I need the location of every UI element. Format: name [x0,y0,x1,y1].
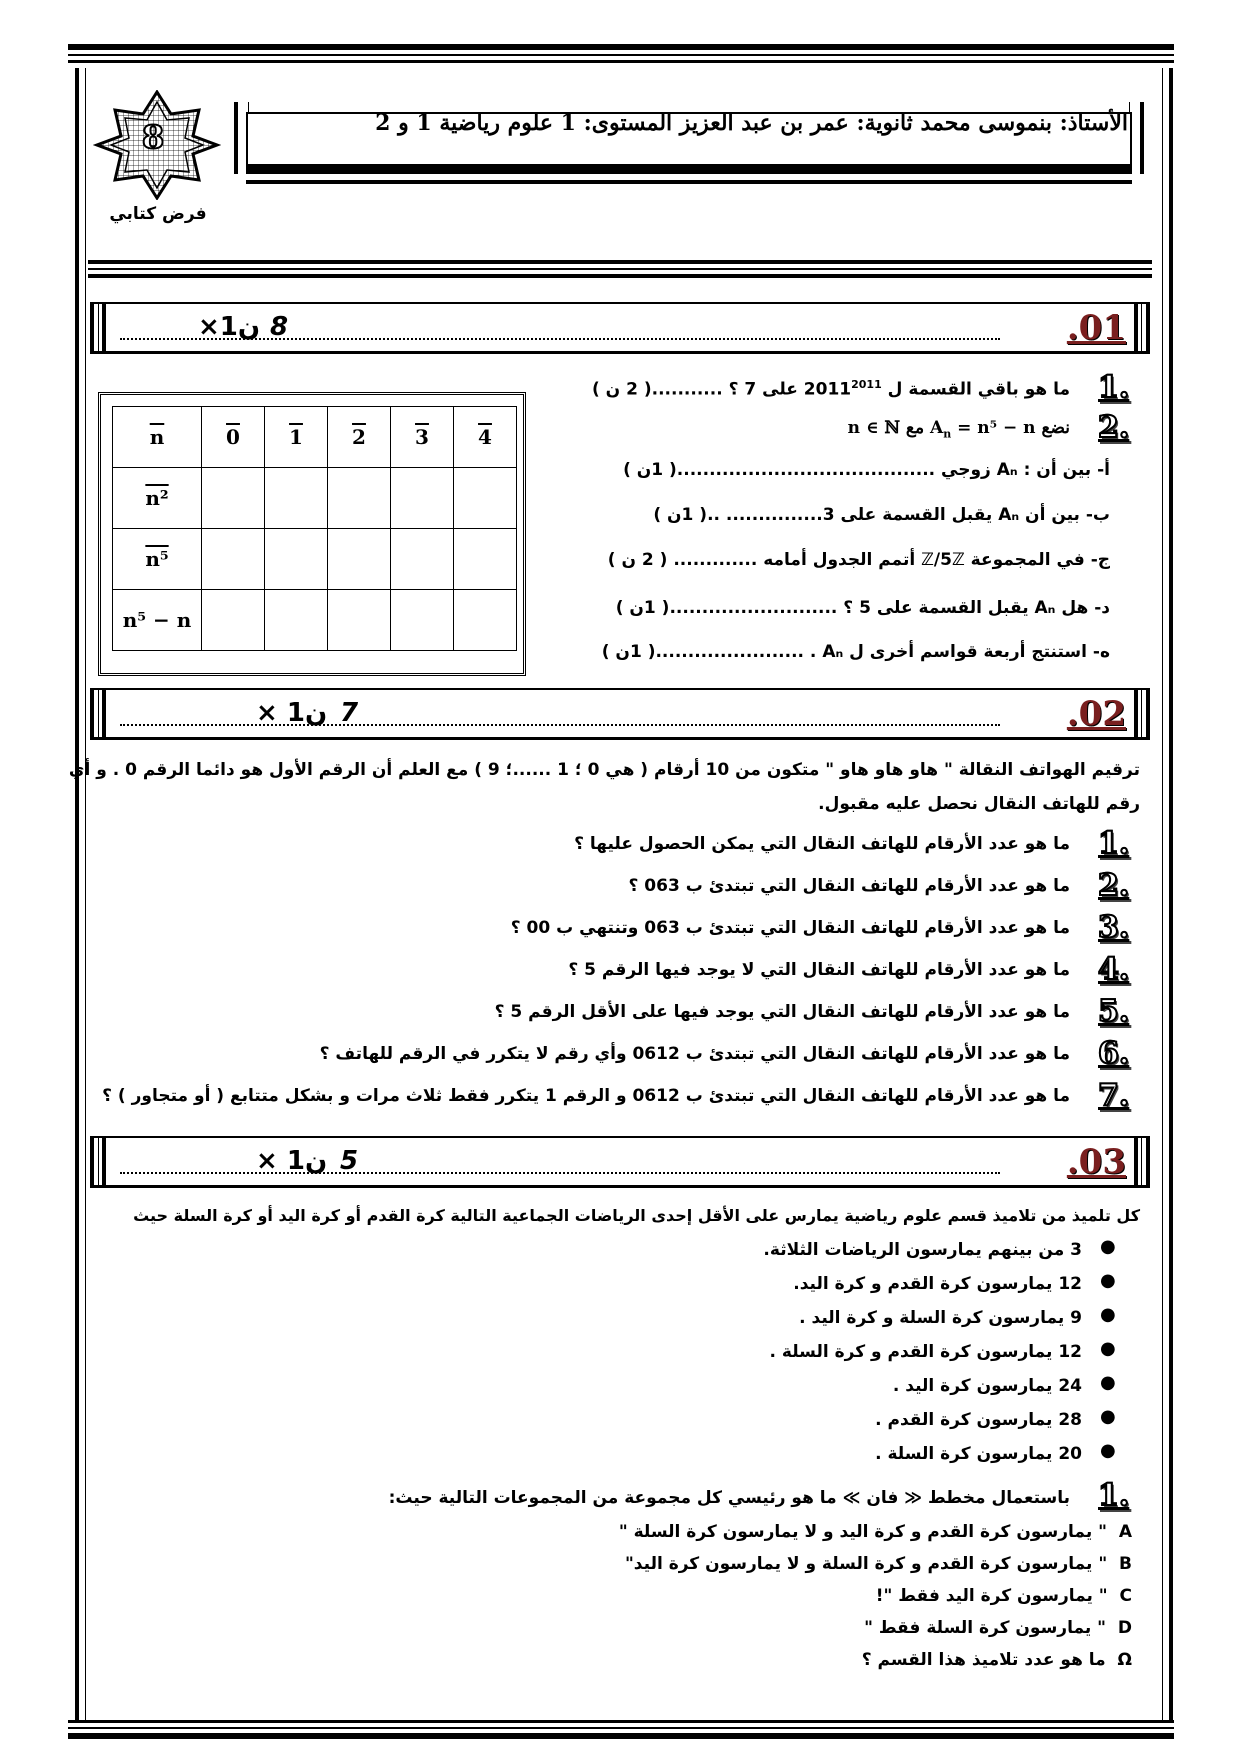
section-number: .01 [1066,308,1126,348]
list-item: 12 يمارسون كرة القدم و كرة السلة . [769,1342,1082,1362]
question-number: 2. [1098,868,1130,903]
table-cell-empty[interactable] [391,529,454,590]
table-row [113,529,517,590]
ex1-q1: ما هو باقي القسمة ل $2011^{2011}$ على 7 ؟ ...........( 2 ن ) [591,378,1070,400]
ex2-question: ما هو عدد الأرقام للهاتف النقال التي تبتدئ ب 0612 و الرقم 1 يتكرر فقط ثلاث مرات و بشكل متتابع ( أو متجاور ) ؟ [102,1086,1070,1106]
table-header-row [113,407,517,468]
list-item: 20 يمارسون كرة السلة . [875,1444,1082,1464]
bullet-dot-icon: ● [1100,1372,1116,1393]
bullet-dot-icon: ● [1100,1406,1116,1427]
ex2-intro-1: ترقيم الهواتف النقالة " هاو هاو هاو " متكون من 10 أرقام ( هي 0 ؛ 1 ......؛ 9 ) مع العلم أن الرقم الأول هو دائما الرقم 0 . و أي [68,760,1140,780]
list-item: 3 من بينهم يمارسون الرياضات الثلاثة. [763,1240,1082,1260]
ex1-part-b: ب- بين أن Aₙ يقبل القسمة على 3............... ..( 1ن ) [653,505,1110,525]
points-unit: × 1ن [256,1146,328,1176]
table-cell-empty[interactable] [391,590,454,651]
bullet-dot-icon: ● [1100,1304,1116,1325]
header-info-box [234,102,1144,194]
list-item: 24 يمارسون كرة اليد . [892,1376,1082,1396]
teacher-line: الأستاذ: بنموسى محمد ثانوية: عمر بن عبد العزيز المستوى: 1 علوم رياضية 1 و 2 [375,110,1128,136]
points-multiplier: 7 [340,698,359,728]
bottom-rule-2 [68,1727,1174,1729]
table-cell: 0 [202,407,265,468]
question-number: 5. [1098,994,1130,1029]
question-number: 1. [1098,370,1130,405]
question-number: 4. [1098,952,1130,987]
header-separator [88,260,1152,264]
table-cell: 4 [454,407,517,468]
bullet-dot-icon: ● [1100,1440,1116,1461]
ex2-question: ما هو عدد الأرقام للهاتف النقال التي تبتدئ ب 063 ؟ [628,876,1070,896]
table-cell: n² [113,468,202,529]
header-separator-2 [88,268,1152,270]
ex1-part-d: د- هل Aₙ يقبل القسمة على 5 ؟ ..........................( 1ن ) [615,598,1110,618]
header-separator-3 [88,274,1152,278]
table-cell-empty[interactable] [265,590,328,651]
points-multiplier: 8 [270,312,289,342]
section-number: .02 [1066,694,1126,734]
table-cell-empty[interactable] [454,590,517,651]
table-cell: 3 [391,407,454,468]
set-item: Ω ما هو عدد تلاميذ هذا القسم ؟ [861,1650,1132,1670]
badge-number: 8 [142,118,165,156]
points-unit: × 1ن [256,698,328,728]
table-cell: 1 [265,407,328,468]
section-header-03 [90,1136,1150,1188]
section-header-02 [90,688,1150,740]
table-cell: $\overline{n}$ [113,407,202,468]
set-item: B " يمارسون كرة القدم و كرة السلة و لا يمارسون كرة اليد" [624,1554,1132,1574]
question-number: 1. [1098,1478,1130,1513]
ex2-intro-2: رقم للهاتف النقال نحصل عليه مقبول. [818,794,1140,814]
table-row [113,590,517,651]
ex1-part-a: أ- بين أن : Aₙ زوجي ........................................( 1ن ) [623,460,1110,480]
top-rule-2 [68,54,1174,56]
set-item: D " يمارسون كرة السلة فقط " [864,1618,1132,1638]
table-cell-empty[interactable] [202,590,265,651]
table-cell-empty[interactable] [328,529,391,590]
table-cell-empty[interactable] [454,468,517,529]
section-number: .03 [1066,1142,1126,1182]
table-cell-empty[interactable] [265,468,328,529]
question-number: 3. [1098,910,1130,945]
question-number: 6. [1098,1036,1130,1071]
bullet-dot-icon: ● [1100,1236,1116,1257]
list-item: 28 يمارسون كرة القدم . [875,1410,1082,1430]
points-multiplier: 5 [340,1146,359,1176]
bottom-rule-3 [68,1733,1174,1739]
table-cell-empty[interactable] [328,468,391,529]
set-item: C " يمارسون كرة اليد فقط "! [875,1586,1132,1606]
ex1-part-e: ه- استنتج أربعة قواسم أخرى ل Aₙ . .......................( 1ن ) [601,642,1110,662]
question-number: 7. [1098,1078,1130,1113]
top-rule-1 [68,44,1174,50]
table-row [113,468,517,529]
bullet-dot-icon: ● [1100,1338,1116,1359]
question-number: 1. [1098,826,1130,861]
table-cell-empty[interactable] [454,529,517,590]
list-item: 12 يمارسون كرة القدم و كرة اليد. [793,1274,1082,1294]
table-cell-empty[interactable] [202,529,265,590]
table-cell-empty[interactable] [202,468,265,529]
ex2-question: ما هو عدد الأرقام للهاتف النقال التي تبتدئ ب 063 وتنتهي ب 00 ؟ [510,918,1070,938]
ex1-q2: نضع $A_n = n^5 - n$ مع n ∈ ℕ [847,418,1070,441]
table-cell: n⁵ [113,529,202,590]
bottom-rule-1 [68,1720,1174,1723]
question-number: 2. [1098,410,1130,445]
table-cell-empty[interactable] [391,468,454,529]
ex3-q1: باستعمال مخطط ≪ فان ≫ ما هو رئيسي كل مجموعة من المجموعات التالية حيث: [388,1488,1070,1508]
list-item: 9 يمارسون كرة السلة و كرة اليد . [799,1308,1082,1328]
ex3-intro: كل تلميذ من تلاميذ قسم علوم رياضية يمارس على الأقل إحدى الرياضات الجماعية التالية كرة القدم أو كرة اليد أو كرة السلة حيث [133,1206,1140,1225]
table-cell-empty[interactable] [265,529,328,590]
set-item: A " يمارسون كرة القدم و كرة اليد و لا يمارسون كرة السلة " [618,1522,1132,1542]
ex1-part-c: ج- في المجموعة ℤ/5ℤ أتمم الجدول أمامه ............. ( 2 ن ) [607,550,1110,570]
top-rule-3 [68,60,1174,63]
ex2-question: ما هو عدد الأرقام للهاتف النقال التي تبتدئ ب 0612 وأي رقم لا يتكرر في الرقم للهاتف ؟ [319,1044,1070,1064]
ex2-question: ما هو عدد الأرقام للهاتف النقال التي لا يوجد فيها الرقم 5 ؟ [568,960,1070,980]
ex2-question: ما هو عدد الأرقام للهاتف النقال التي يوجد فيها على الأقل الرقم 5 ؟ [494,1002,1070,1022]
badge-caption: فرض كتابي [109,204,207,224]
bullet-dot-icon: ● [1100,1270,1116,1291]
ex2-question: ما هو عدد الأرقام للهاتف النقال التي يمكن الحصول عليها ؟ [574,834,1070,854]
residue-table [112,406,517,651]
section-header-01 [90,302,1150,354]
table-cell: n⁵ − n [113,590,202,651]
points-unit: ×1ن [198,312,261,342]
table-cell: 2 [328,407,391,468]
table-cell-empty[interactable] [328,590,391,651]
